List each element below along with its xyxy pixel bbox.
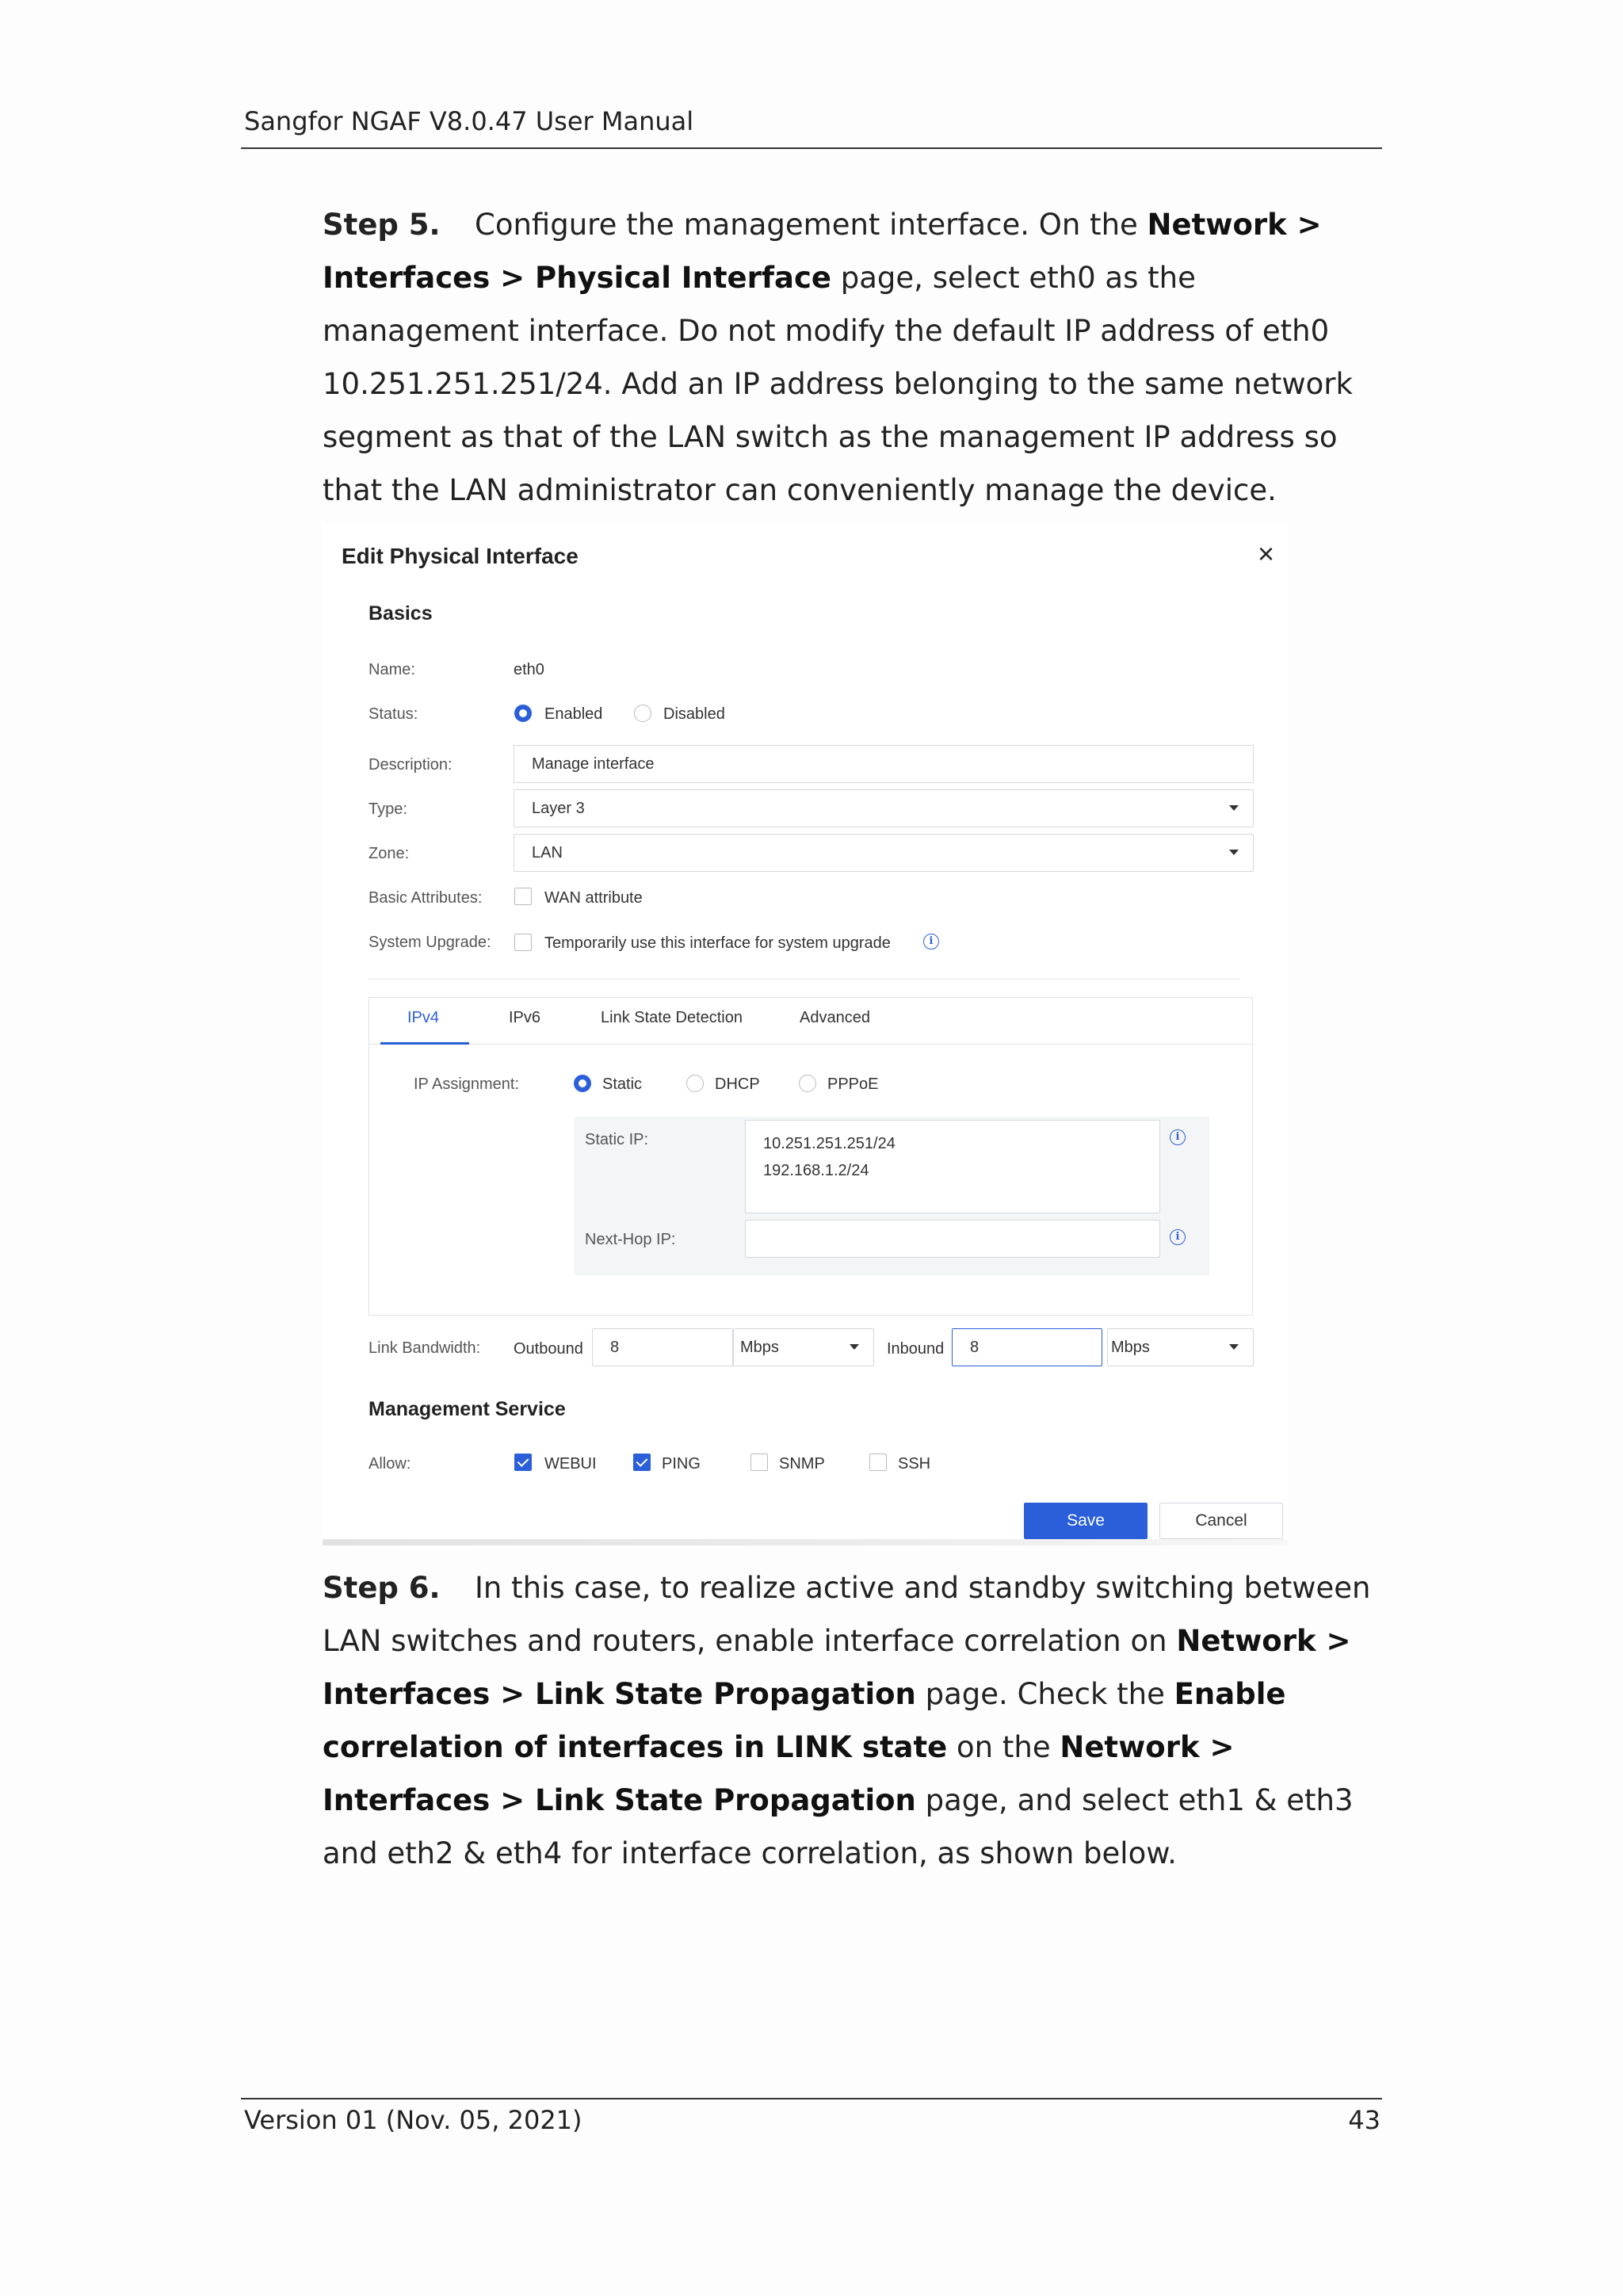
ip-pppoe-radio[interactable] — [799, 1075, 816, 1092]
step6-text-3: on the — [947, 1730, 1060, 1764]
close-icon[interactable]: × — [1258, 537, 1275, 570]
tab-ipv4[interactable]: IPv4 — [407, 1009, 440, 1026]
step6-text-4: page, and select eth1 & eth3 and eth2 & eth4 for interface correlation, as shown below. — [323, 1783, 1354, 1870]
footer-divider — [241, 2098, 1382, 2099]
static-ip-textarea[interactable] — [745, 1120, 1160, 1213]
link-bandwidth-label: Link Bandwidth: — [369, 1339, 481, 1357]
outbound-unit-value: Mbps — [740, 1338, 779, 1356]
type-select[interactable] — [514, 789, 1254, 827]
inbound-unit-select[interactable] — [1107, 1328, 1254, 1366]
step5-paragraph — [323, 198, 1384, 517]
allow-label: Allow: — [369, 1455, 411, 1473]
tab-divider — [369, 1044, 1252, 1045]
info-icon[interactable]: i — [1170, 1229, 1186, 1245]
wan-attribute-label: WAN attribute — [544, 889, 643, 907]
tab-ipv6[interactable]: IPv6 — [509, 1009, 541, 1026]
tab-advanced[interactable]: Advanced — [800, 1009, 870, 1026]
section-divider — [369, 979, 1240, 980]
step5-label: Step 5. — [323, 208, 441, 242]
description-input[interactable]: Manage interface — [514, 745, 1254, 783]
dialog-title: Edit Physical Interface — [342, 544, 579, 568]
active-tab-indicator — [380, 1042, 469, 1045]
status-disabled-label: Disabled — [663, 705, 725, 723]
basics-heading: Basics — [369, 602, 433, 625]
chevron-down-icon — [1229, 1344, 1239, 1350]
header-divider — [241, 147, 1382, 149]
step6-bold-2: Enable correlation of interfaces in LINK state — [323, 1677, 1286, 1764]
basic-attributes-label: Basic Attributes: — [369, 889, 483, 907]
outbound-unit-select[interactable] — [733, 1328, 874, 1366]
next-hop-ip-input[interactable] — [745, 1220, 1160, 1258]
step5-bold-2: Interfaces > Physical Interface — [323, 261, 831, 295]
step6-text-2: page. Check the — [915, 1677, 1174, 1711]
tab-link-state-detection[interactable]: Link State Detection — [601, 1009, 743, 1026]
step5-text-1: Configure the management interface. On the — [475, 208, 1148, 242]
management-service-heading: Management Service — [369, 1398, 566, 1420]
ip-assignment-label: IP Assignment: — [414, 1075, 520, 1093]
allow-ping-checkbox[interactable] — [633, 1454, 651, 1471]
chevron-down-icon — [1229, 805, 1239, 811]
save-button[interactable]: Save — [1024, 1503, 1148, 1539]
step6-bold-1: Network > Interfaces > Link State Propagation — [323, 1624, 1351, 1711]
dialog-bottom-edge — [323, 1539, 1288, 1545]
allow-webui-checkbox[interactable] — [514, 1454, 532, 1471]
ip-dhcp-radio[interactable] — [686, 1075, 704, 1092]
type-value: Layer 3 — [532, 799, 585, 817]
step6-bold-3: Network > Interfaces > Link State Propagation — [323, 1730, 1235, 1817]
info-icon[interactable]: i — [923, 934, 939, 949]
system-upgrade-label: System Upgrade: — [369, 934, 491, 951]
outbound-label: Outbound — [514, 1340, 583, 1358]
allow-ping-label: PING — [662, 1455, 701, 1473]
step6-paragraph — [323, 1561, 1384, 1880]
description-label: Description: — [369, 756, 453, 774]
ip-settings-tab-panel — [369, 997, 1253, 1316]
inbound-unit-value: Mbps — [1111, 1338, 1150, 1356]
allow-ssh-checkbox[interactable] — [869, 1454, 887, 1471]
name-value: eth0 — [514, 661, 544, 678]
static-ip-label: Static IP: — [585, 1131, 649, 1148]
step6-label: Step 6. — [323, 1571, 441, 1605]
allow-snmp-checkbox[interactable] — [750, 1454, 768, 1471]
system-upgrade-checkbox[interactable] — [514, 934, 532, 951]
zone-label: Zone: — [369, 845, 410, 862]
page-header-title: Sangfor NGAF V8.0.47 User Manual — [244, 106, 694, 136]
status-enabled-label: Enabled — [544, 705, 603, 723]
system-upgrade-text: Temporarily use this interface for system upgrade — [544, 934, 891, 952]
step5-text-2: page, select eth0 as the management interface. Do not modify the default IP address of eth0 10.251.251.251/24. Add an IP address belonging to the same network segment as that of the LAN switch as the management IP address so that the LAN administrator can conveniently manage the device. — [323, 261, 1353, 507]
ip-dhcp-label: DHCP — [715, 1075, 760, 1093]
static-ip-panel — [574, 1117, 1209, 1275]
ip-static-label: Static — [602, 1075, 643, 1093]
wan-attribute-checkbox[interactable] — [514, 888, 532, 905]
status-enabled-radio[interactable] — [514, 705, 532, 722]
status-label: Status: — [369, 705, 418, 723]
ip-static-radio[interactable] — [574, 1075, 591, 1092]
edit-physical-interface-dialog — [323, 523, 1288, 1545]
static-ip-line-1: 10.251.251.251/24 — [763, 1135, 896, 1152]
page-number: 43 — [1348, 2105, 1381, 2135]
allow-ssh-label: SSH — [898, 1455, 931, 1473]
footer-version: Version 01 (Nov. 05, 2021) — [244, 2105, 582, 2135]
chevron-down-icon — [1229, 850, 1239, 855]
inbound-input[interactable]: 8 — [952, 1328, 1102, 1366]
zone-select[interactable] — [514, 834, 1254, 872]
outbound-input[interactable]: 8 — [592, 1328, 733, 1366]
step5-bold-1: Network > — [1147, 208, 1322, 242]
step6-text-1: In this case, to realize active and standby switching between LAN switches and routers, enable interface correlation on — [323, 1571, 1371, 1658]
next-hop-ip-label: Next-Hop IP: — [585, 1231, 676, 1248]
static-ip-line-2: 192.168.1.2/24 — [763, 1162, 869, 1179]
name-label: Name: — [369, 661, 415, 678]
ip-pppoe-label: PPPoE — [827, 1075, 879, 1093]
cancel-button[interactable]: Cancel — [1159, 1503, 1283, 1539]
chevron-down-icon — [850, 1344, 859, 1350]
zone-value: LAN — [532, 843, 563, 861]
type-label: Type: — [369, 800, 407, 818]
allow-webui-label: WEBUI — [544, 1455, 597, 1473]
info-icon[interactable]: i — [1170, 1129, 1186, 1145]
status-disabled-radio[interactable] — [634, 705, 651, 722]
inbound-label: Inbound — [887, 1340, 945, 1358]
allow-snmp-label: SNMP — [779, 1455, 825, 1473]
